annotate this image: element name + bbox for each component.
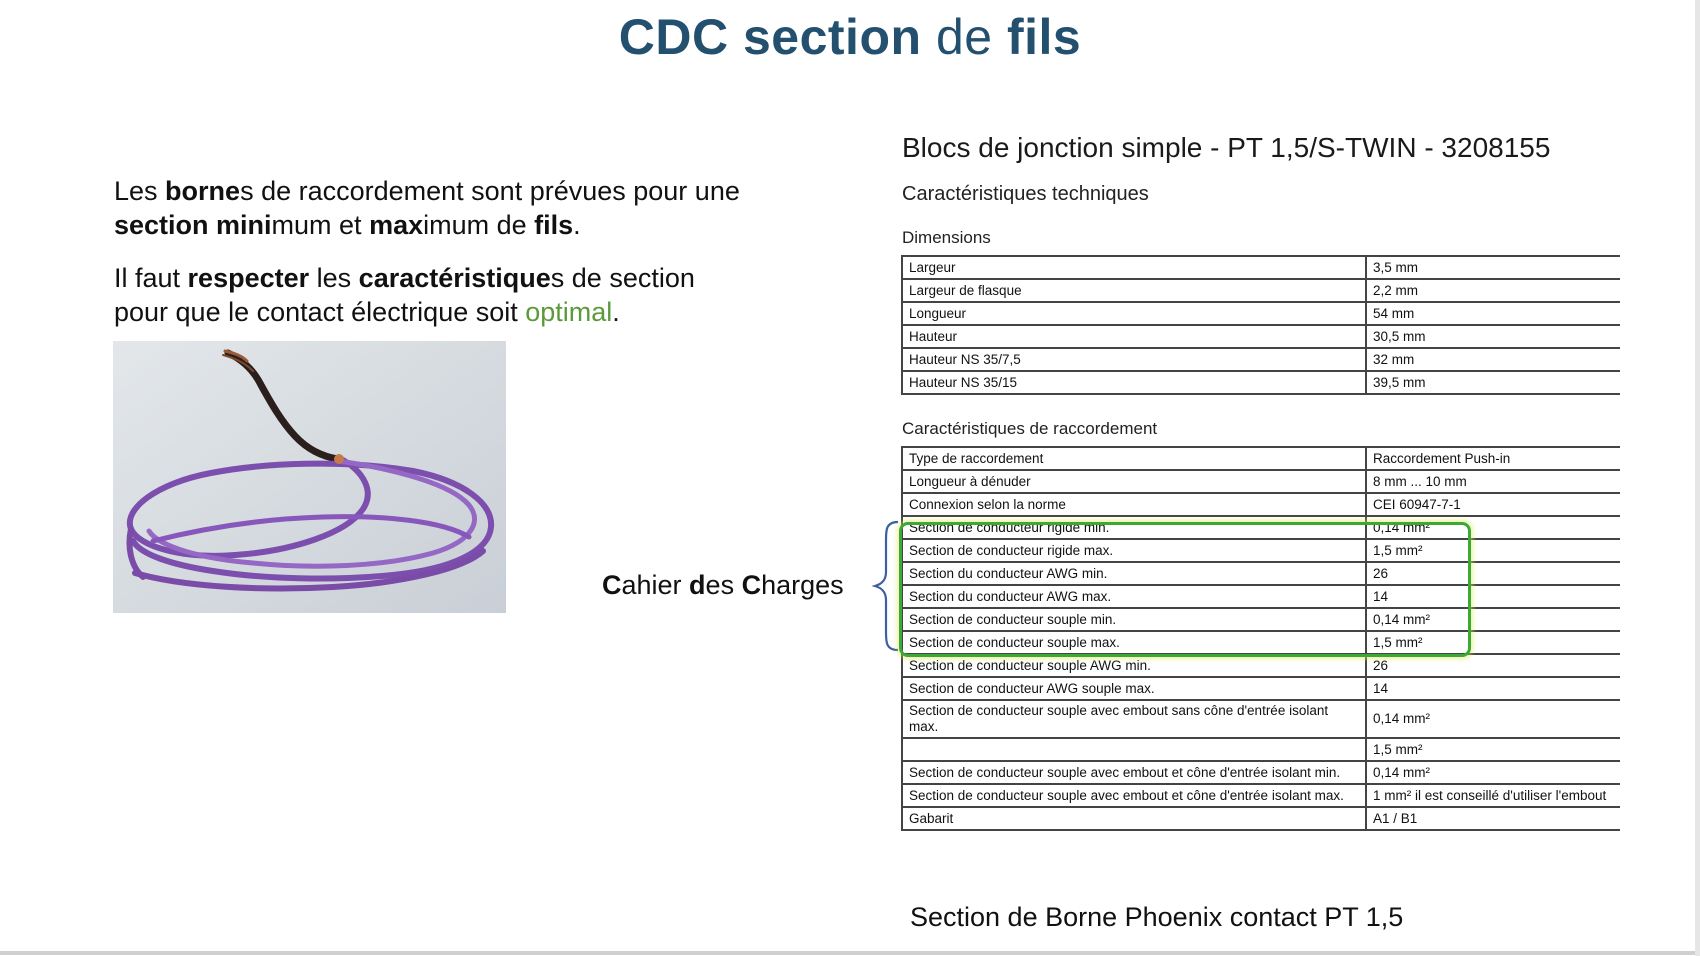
- spec-value: Raccordement Push-in: [1366, 447, 1620, 470]
- spec-label: Section de conducteur souple AWG min.: [902, 654, 1366, 677]
- spec-value: 39,5 mm: [1366, 371, 1620, 394]
- spec-value: 1,5 mm²: [1366, 631, 1620, 654]
- p2-optimal: optimal: [525, 297, 613, 327]
- slide-border-right: [1695, 0, 1700, 956]
- table-row: [902, 371, 1620, 394]
- spec-label: Longueur: [902, 302, 1366, 325]
- spec-label: [902, 738, 1366, 761]
- cdc-c1: C: [602, 570, 622, 600]
- spec-label: Hauteur NS 35/7,5: [902, 348, 1366, 371]
- p1-text-4: imum de: [423, 210, 535, 240]
- cdc-harges: harges: [761, 570, 844, 600]
- cdc-es: es: [705, 570, 742, 600]
- paragraph-respecter: [114, 261, 814, 329]
- spec-label: Hauteur: [902, 325, 1366, 348]
- p1-text-2: s de raccordement sont prévues pour une: [240, 176, 740, 206]
- spec-value: 0,14 mm²: [1366, 516, 1620, 539]
- connection-heading: Caractéristiques de raccordement: [902, 419, 1158, 438]
- spec-label: Largeur: [902, 256, 1366, 279]
- spec-value: 8 mm ... 10 mm: [1366, 470, 1620, 493]
- cahier-des-charges-label: [602, 570, 844, 601]
- table-row: [902, 784, 1620, 807]
- paragraph-bornes: [114, 174, 814, 242]
- cdc-d: d: [689, 570, 706, 600]
- table-row: [902, 654, 1620, 677]
- spec-value: 26: [1366, 654, 1620, 677]
- dimensions-heading: Dimensions: [902, 228, 991, 247]
- spec-label: Gabarit: [902, 807, 1366, 830]
- spec-label: Longueur à dénuder: [902, 470, 1366, 493]
- spec-label: Section du conducteur AWG min.: [902, 562, 1366, 585]
- p1-text-3: mum et: [271, 210, 370, 240]
- p1-bold-fils: fils: [534, 210, 574, 240]
- p2-text-5: .: [612, 297, 620, 327]
- spec-value: 0,14 mm²: [1366, 761, 1620, 784]
- wire-photo: [113, 341, 506, 613]
- spec-label: Section de conducteur souple min.: [902, 608, 1366, 631]
- table-row: [902, 348, 1620, 371]
- p1-bold-bornes: borne: [165, 176, 241, 206]
- spec-value: 26: [1366, 562, 1620, 585]
- cdc-c2: C: [741, 570, 762, 600]
- table-row: [902, 493, 1620, 516]
- cdc-ahier: ahier: [621, 570, 690, 600]
- p2-text-1: Il faut: [114, 263, 188, 293]
- technical-characteristics-heading: Caractéristiques techniques: [902, 183, 1149, 205]
- p2-bold-respecter: respecter: [187, 263, 310, 293]
- table-row: [902, 761, 1620, 784]
- table-row: [902, 256, 1620, 279]
- title-part-2: de: [935, 9, 993, 65]
- spec-label: Connexion selon la norme: [902, 493, 1366, 516]
- spec-label: Section de conducteur AWG souple max.: [902, 677, 1366, 700]
- spec-label: Section de conducteur rigide min.: [902, 516, 1366, 539]
- spec-label: Section de conducteur souple max.: [902, 631, 1366, 654]
- table-row: [902, 447, 1620, 470]
- p1-bold-max: max: [369, 210, 424, 240]
- p1-bold-section-mini: section mini: [114, 210, 272, 240]
- spec-label: Largeur de flasque: [902, 279, 1366, 302]
- table-row: [902, 677, 1620, 700]
- spec-value: 14: [1366, 677, 1620, 700]
- spec-value: A1 / B1: [1366, 807, 1620, 830]
- spec-label: Section de conducteur souple avec embout sans cône d'entrée isolant max.: [902, 700, 1366, 738]
- spec-label: Section de conducteur souple avec embout et cône d'entrée isolant max.: [902, 784, 1366, 807]
- figure-caption: Section de Borne Phoenix contact PT 1,5: [910, 902, 1404, 932]
- title-part-3: fils: [1006, 9, 1082, 65]
- slide-border-bottom: [0, 951, 1700, 955]
- p2-text-4: pour que le contact électrique soit: [114, 297, 526, 327]
- table-row: [902, 279, 1620, 302]
- spec-value: 1,5 mm²: [1366, 738, 1620, 761]
- p1-text-1: Les: [114, 176, 166, 206]
- table-row: [902, 807, 1620, 830]
- p2-text-3: s de section: [550, 263, 695, 293]
- spec-value: 14: [1366, 585, 1620, 608]
- product-title: Blocs de jonction simple - PT 1,5/S-TWIN - 3208155: [902, 132, 1551, 163]
- spec-value: CEI 60947-7-1: [1366, 493, 1620, 516]
- spec-value: 32 mm: [1366, 348, 1620, 371]
- spec-label: Section de conducteur souple avec embout et cône d'entrée isolant min.: [902, 761, 1366, 784]
- p2-bold-caracteristique: caractéristique: [358, 263, 551, 293]
- spec-value: 1,5 mm²: [1366, 539, 1620, 562]
- spec-value: 54 mm: [1366, 302, 1620, 325]
- spec-value: 1 mm² il est conseillé d'utiliser l'embout: [1366, 784, 1620, 807]
- table-row: [902, 325, 1620, 348]
- wire-photo-image: [113, 341, 506, 613]
- curly-brace-icon: [872, 520, 902, 652]
- table-row: [902, 302, 1620, 325]
- spec-value: 0,14 mm²: [1366, 608, 1620, 631]
- p1-text-5: .: [573, 210, 581, 240]
- spec-label: Hauteur NS 35/15: [902, 371, 1366, 394]
- highlight-box: [899, 522, 1471, 657]
- table-row: [902, 470, 1620, 493]
- spec-value: 30,5 mm: [1366, 325, 1620, 348]
- spec-label: Section du conducteur AWG max.: [902, 585, 1366, 608]
- title-part-1: CDC section: [618, 9, 922, 65]
- table-row: [902, 700, 1620, 738]
- spec-value: 2,2 mm: [1366, 279, 1620, 302]
- spec-value: 3,5 mm: [1366, 256, 1620, 279]
- spec-label: Section de conducteur rigide max.: [902, 539, 1366, 562]
- spec-value: 0,14 mm²: [1366, 700, 1620, 738]
- dimensions-table: [901, 255, 1620, 395]
- spec-label: Type de raccordement: [902, 447, 1366, 470]
- p2-text-2: les: [309, 263, 359, 293]
- slide-title: [0, 8, 1700, 66]
- table-row: [902, 738, 1620, 761]
